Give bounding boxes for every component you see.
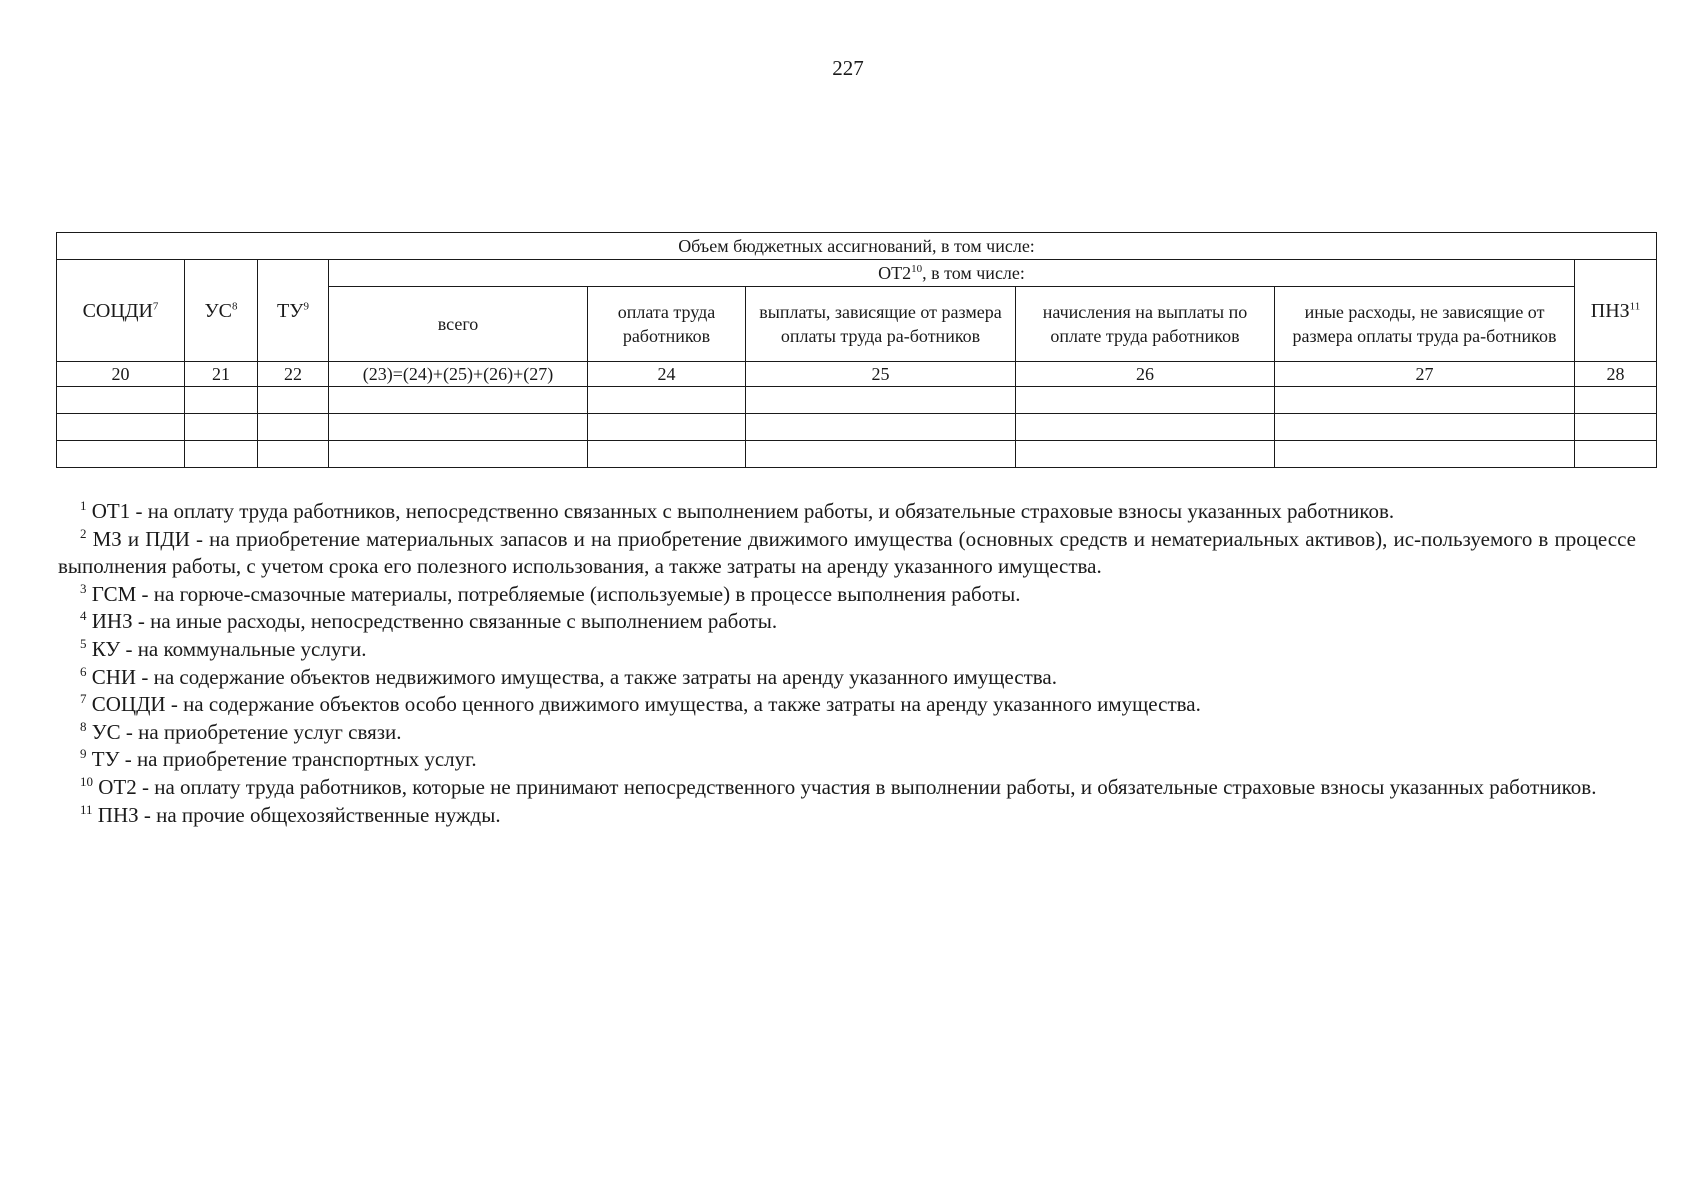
table-header-row-top	[57, 233, 1657, 260]
empty-cell	[1575, 414, 1657, 441]
footnote-2	[58, 526, 1636, 581]
footnote-marker: 9	[80, 746, 87, 762]
empty-cell	[258, 387, 329, 414]
footnote-4	[58, 608, 1636, 636]
empty-cell	[1016, 414, 1275, 441]
column-number: 21	[185, 362, 258, 387]
footnote-text: ИНЗ - на иные расходы, непосредственно связанные с выполнением работы.	[91, 609, 778, 634]
footnote-6	[58, 664, 1636, 692]
table-row	[57, 414, 1657, 441]
empty-cell	[1575, 441, 1657, 468]
empty-cell	[1275, 441, 1575, 468]
header-pnz: ПНЗ$^{11}$	[1575, 260, 1657, 362]
footnote-marker: 10	[80, 773, 93, 789]
empty-cell	[588, 414, 746, 441]
footnote-marker: 4	[80, 608, 87, 624]
footnote-marker: 7	[80, 691, 87, 707]
empty-cell	[185, 414, 258, 441]
footnote-marker: 2	[80, 525, 87, 541]
header-budget-volume: Объем бюджетных ассигнований, в том числе:	[57, 233, 1657, 260]
header-tu: $ТУ^9$	[258, 260, 329, 362]
empty-cell	[329, 414, 588, 441]
header-vyplaty: выплаты, зависящие от размера оплаты труда ра-ботников	[746, 287, 1016, 362]
footnote-text: ОТ2 - на оплату труда работников, которые не принимают непосредственного участия в выполнении работы, и обязательные страховые взносы указанных работников.	[98, 774, 1597, 799]
footnote-marker: 3	[80, 580, 87, 596]
empty-cell	[258, 414, 329, 441]
header-sotsdi: СОЦДИ$^7$	[57, 260, 185, 362]
table-header-row-mid	[57, 260, 1657, 287]
empty-cell	[746, 387, 1016, 414]
table-row	[57, 441, 1657, 468]
footnote-text: ГСМ - на горюче-смазочные материалы, потребляемые (используемые) в процессе выполнения работы.	[91, 581, 1021, 606]
empty-cell	[57, 441, 185, 468]
footnotes	[58, 498, 1636, 829]
column-number: 28	[1575, 362, 1657, 387]
footnote-9	[58, 746, 1636, 774]
empty-cell	[329, 387, 588, 414]
footnote-text: КУ - на коммунальные услуги.	[91, 636, 367, 661]
footnote-text: ОТ1 - на оплату труда работников, непосредственно связанных с выполнением работы, и обязательные страховые взносы указанных работников.	[91, 499, 1395, 523]
empty-cell	[185, 387, 258, 414]
empty-cell	[185, 441, 258, 468]
column-number: 22	[258, 362, 329, 387]
empty-cell	[258, 441, 329, 468]
footnote-text: ТУ - на приобретение транспортных услуг.	[91, 747, 477, 772]
footnote-text: СНИ - на содержание объектов недвижимого имущества, а также затраты на аренду указанного имущества.	[91, 664, 1057, 689]
footnote-text: СОЦДИ - на содержание объектов особо ценного движимого имущества, а также затраты на аренду указанного имущества.	[91, 692, 1201, 717]
empty-cell	[588, 441, 746, 468]
header-nachisleniya: начисления на выплаты по оплате труда работников	[1016, 287, 1275, 362]
budget-allocation-table	[56, 232, 1657, 468]
header-vsego: всего	[329, 287, 588, 362]
column-number: 24	[588, 362, 746, 387]
footnote-3	[58, 581, 1636, 609]
footnote-8	[58, 719, 1636, 747]
empty-cell	[588, 387, 746, 414]
column-number: (23)=(24)+(25)+(26)+(27)	[329, 362, 588, 387]
empty-cell	[746, 441, 1016, 468]
footnote-7	[58, 691, 1636, 719]
column-number: 27	[1275, 362, 1575, 387]
footnote-5	[58, 636, 1636, 664]
header-oplata-truda: оплата труда работников	[588, 287, 746, 362]
footnote-text: УС - на приобретение услуг связи.	[91, 719, 402, 744]
column-number: 26	[1016, 362, 1275, 387]
empty-cell	[1016, 387, 1275, 414]
column-number: 20	[57, 362, 185, 387]
footnote-1	[58, 498, 1636, 526]
column-number-row	[57, 362, 1657, 387]
header-ot2: $ОТ2^{10}$, в том числе:	[329, 260, 1575, 287]
header-us: $УС^8$	[185, 260, 258, 362]
footnote-11	[58, 802, 1636, 830]
footnote-marker: 5	[80, 635, 87, 651]
page-number: 227	[832, 56, 864, 80]
empty-cell	[746, 414, 1016, 441]
footnote-marker: 8	[80, 718, 87, 734]
footnote-marker: 11	[80, 801, 93, 817]
table-row	[57, 387, 1657, 414]
footnote-marker: 1	[80, 498, 87, 513]
empty-cell	[1275, 387, 1575, 414]
header-inye-raskhody: иные расходы, не зависящие от размера оплаты труда ра-ботников	[1275, 287, 1575, 362]
empty-cell	[329, 441, 588, 468]
empty-cell	[1575, 387, 1657, 414]
column-number: 25	[746, 362, 1016, 387]
empty-cell	[57, 414, 185, 441]
footnote-10	[58, 774, 1636, 802]
empty-cell	[1275, 414, 1575, 441]
empty-cell	[57, 387, 185, 414]
empty-cell	[1016, 441, 1275, 468]
footnote-text: МЗ и ПДИ - на приобретение материальных запасов и на приобретение движимого имущества (основных средств и нематериальных активов), ис-пользуемого в процессе выполнения работы, с учетом срока его полезного использования, а также затраты на аренду указанного имущества.	[58, 526, 1636, 579]
footnote-text: ПНЗ - на прочие общехозяйственные нужды.	[97, 802, 501, 827]
footnote-marker: 6	[80, 663, 87, 679]
